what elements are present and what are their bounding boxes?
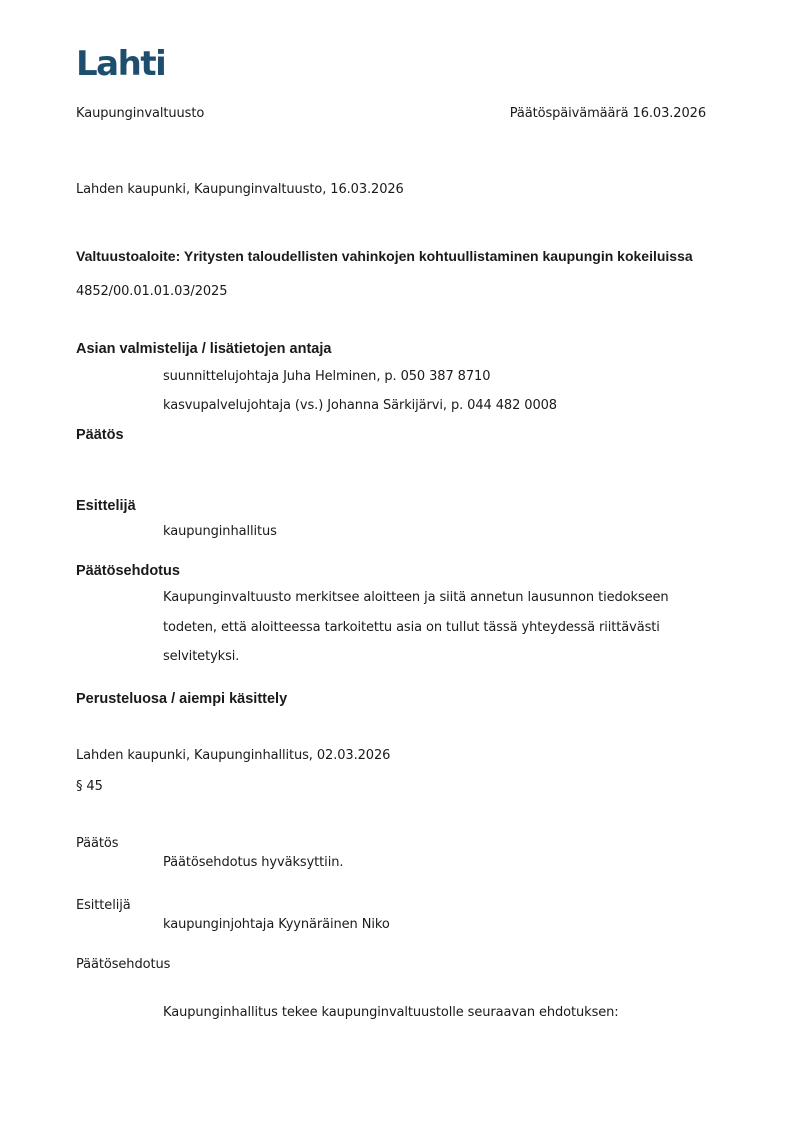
prior-presenter-value: kaupunginjohtaja Kyynäräinen Niko xyxy=(163,917,390,932)
prior-presenter-label: Esittelijä xyxy=(76,898,131,913)
preparer-line-2: kasvupalvelujohtaja (vs.) Johanna Särkijärvi, p. 044 482 0008 xyxy=(163,398,557,413)
proposal-line-2: todeten, että aloitteessa tarkoitettu asia on tullut tässä yhteydessä riittävästi xyxy=(163,620,660,635)
proposal-line-1: Kaupunginvaltuusto merkitsee aloitteen ja siitä annetun lausunnon tiedokseen xyxy=(163,590,669,605)
meeting-line: Lahden kaupunki, Kaupunginvaltuusto, 16.03.2026 xyxy=(76,182,404,197)
prior-proposal-text: Kaupunginhallitus tekee kaupunginvaltuustolle seuraavan ehdotuksen: xyxy=(163,1005,619,1020)
proposal-line-3: selvitetyksi. xyxy=(163,649,240,664)
background-heading: Perusteluosa / aiempi käsittely xyxy=(76,691,288,707)
presenter-value: kaupunginhallitus xyxy=(163,524,277,539)
presenter-heading: Esittelijä xyxy=(76,498,136,514)
proposal-heading: Päätösehdotus xyxy=(76,563,180,579)
diary-number: 4852/00.01.01.03/2025 xyxy=(76,284,228,299)
document-title: Valtuustoaloite: Yritysten taloudellisten vahinkojen kohtuullistaminen kaupungin kokeiluissa xyxy=(76,248,693,264)
decision-date: Päätöspäivämäärä 16.03.2026 xyxy=(509,106,706,121)
body-name: Kaupunginvaltuusto xyxy=(76,106,205,121)
prior-decision-value: Päätösehdotus hyväksyttiin. xyxy=(163,855,344,870)
preparer-heading: Asian valmistelija / lisätietojen antaja xyxy=(76,341,332,357)
prior-decision-label: Päätös xyxy=(76,836,119,851)
decision-heading: Päätös xyxy=(76,427,124,443)
prior-section-number: § 45 xyxy=(76,779,103,794)
lahti-logo: Lahti xyxy=(76,44,166,84)
prior-meeting-line: Lahden kaupunki, Kaupunginhallitus, 02.03.2026 xyxy=(76,748,391,763)
preparer-line-1: suunnittelujohtaja Juha Helminen, p. 050 387 8710 xyxy=(163,369,491,384)
prior-proposal-label: Päätösehdotus xyxy=(76,957,171,972)
